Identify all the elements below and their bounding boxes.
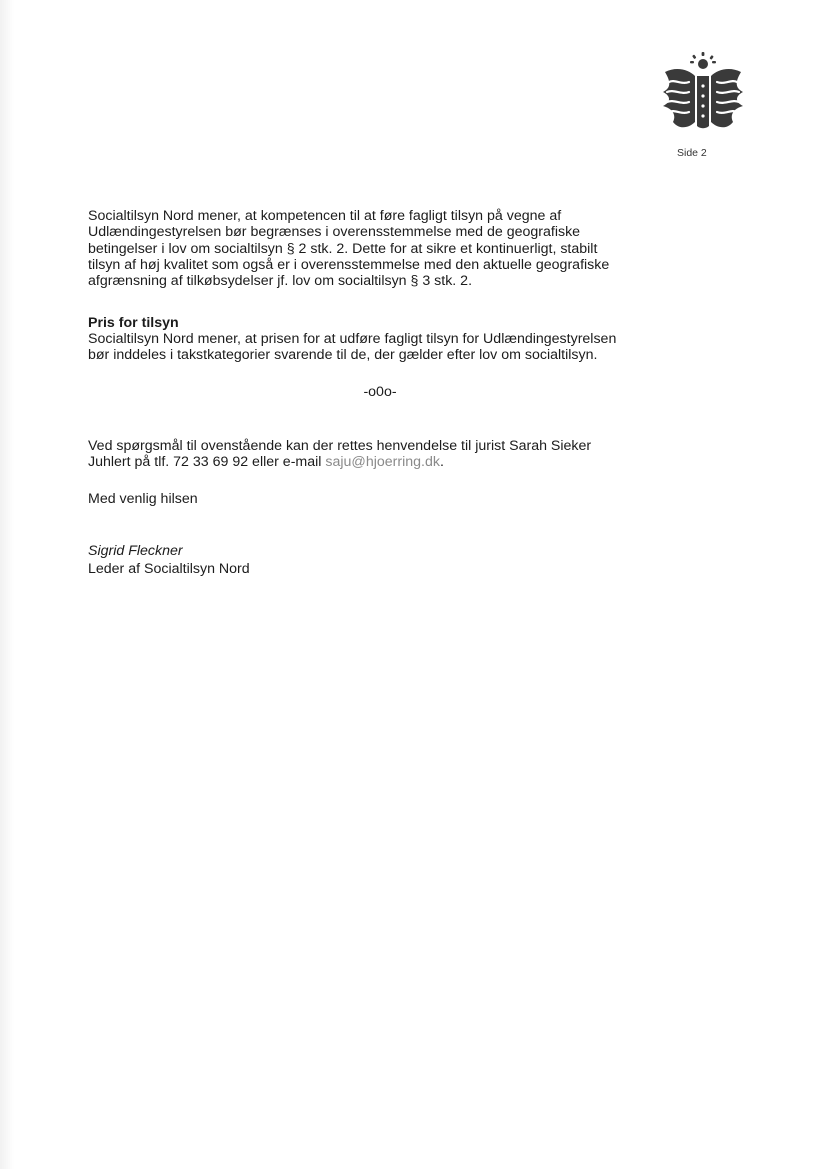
signature-title: Leder af Socialtilsyn Nord bbox=[88, 561, 250, 577]
closing-greeting: Med venlig hilsen bbox=[88, 491, 198, 507]
paragraph-line: Socialtilsyn Nord mener, at kompetencen til at føre fagligt tilsyn på vegne af bbox=[88, 208, 562, 224]
paragraph-competence bbox=[88, 208, 688, 289]
paragraph-line: tilsyn af høj kvalitet som også er i overensstemmelse med den aktuelle geografiske bbox=[88, 256, 610, 273]
paragraph-line: betingelser i lov om socialtilsyn § 2 stk. 2. Dette for at sikre et kontinuerligt, stabilt bbox=[88, 240, 598, 257]
paragraph-price bbox=[88, 331, 688, 364]
paragraph-line: Udlændingestyrelsen bør begrænses i overensstemmelse med de geografiske bbox=[88, 224, 581, 241]
contact-phone-text: Juhlert på tlf. 72 33 69 92 eller e-mail bbox=[88, 454, 326, 471]
paragraph-line bbox=[88, 454, 688, 470]
page-number: Side 2 bbox=[677, 147, 707, 159]
contact-email-link[interactable]: saju@hjoerring.dk bbox=[325, 454, 440, 471]
contact-line-end: . bbox=[439, 454, 444, 471]
section-heading-price: Pris for tilsyn bbox=[88, 315, 179, 331]
paragraph-contact bbox=[88, 438, 688, 471]
section-separator: -o0o- bbox=[363, 384, 397, 400]
paragraph-line: afgrænsning af tilkøbsydelser jf. lov om socialtilsyn § 3 stk. 2. bbox=[88, 273, 473, 290]
paragraph-line: Ved spørgsmål til ovenstående kan der rettes henvendelse til jurist Sarah Sieker bbox=[88, 438, 592, 454]
paragraph-line: bør inddeles i takstkategorier svarende til de, der gælder efter lov om socialtilsyn. bbox=[88, 347, 598, 364]
signature-name: Sigrid Fleckner bbox=[88, 543, 183, 559]
municipality-crest-icon bbox=[659, 52, 747, 132]
scan-edge-shadow bbox=[0, 0, 14, 1169]
paragraph-line: Socialtilsyn Nord mener, at prisen for at udføre fagligt tilsyn for Udlændingestyrelsen bbox=[88, 331, 617, 347]
